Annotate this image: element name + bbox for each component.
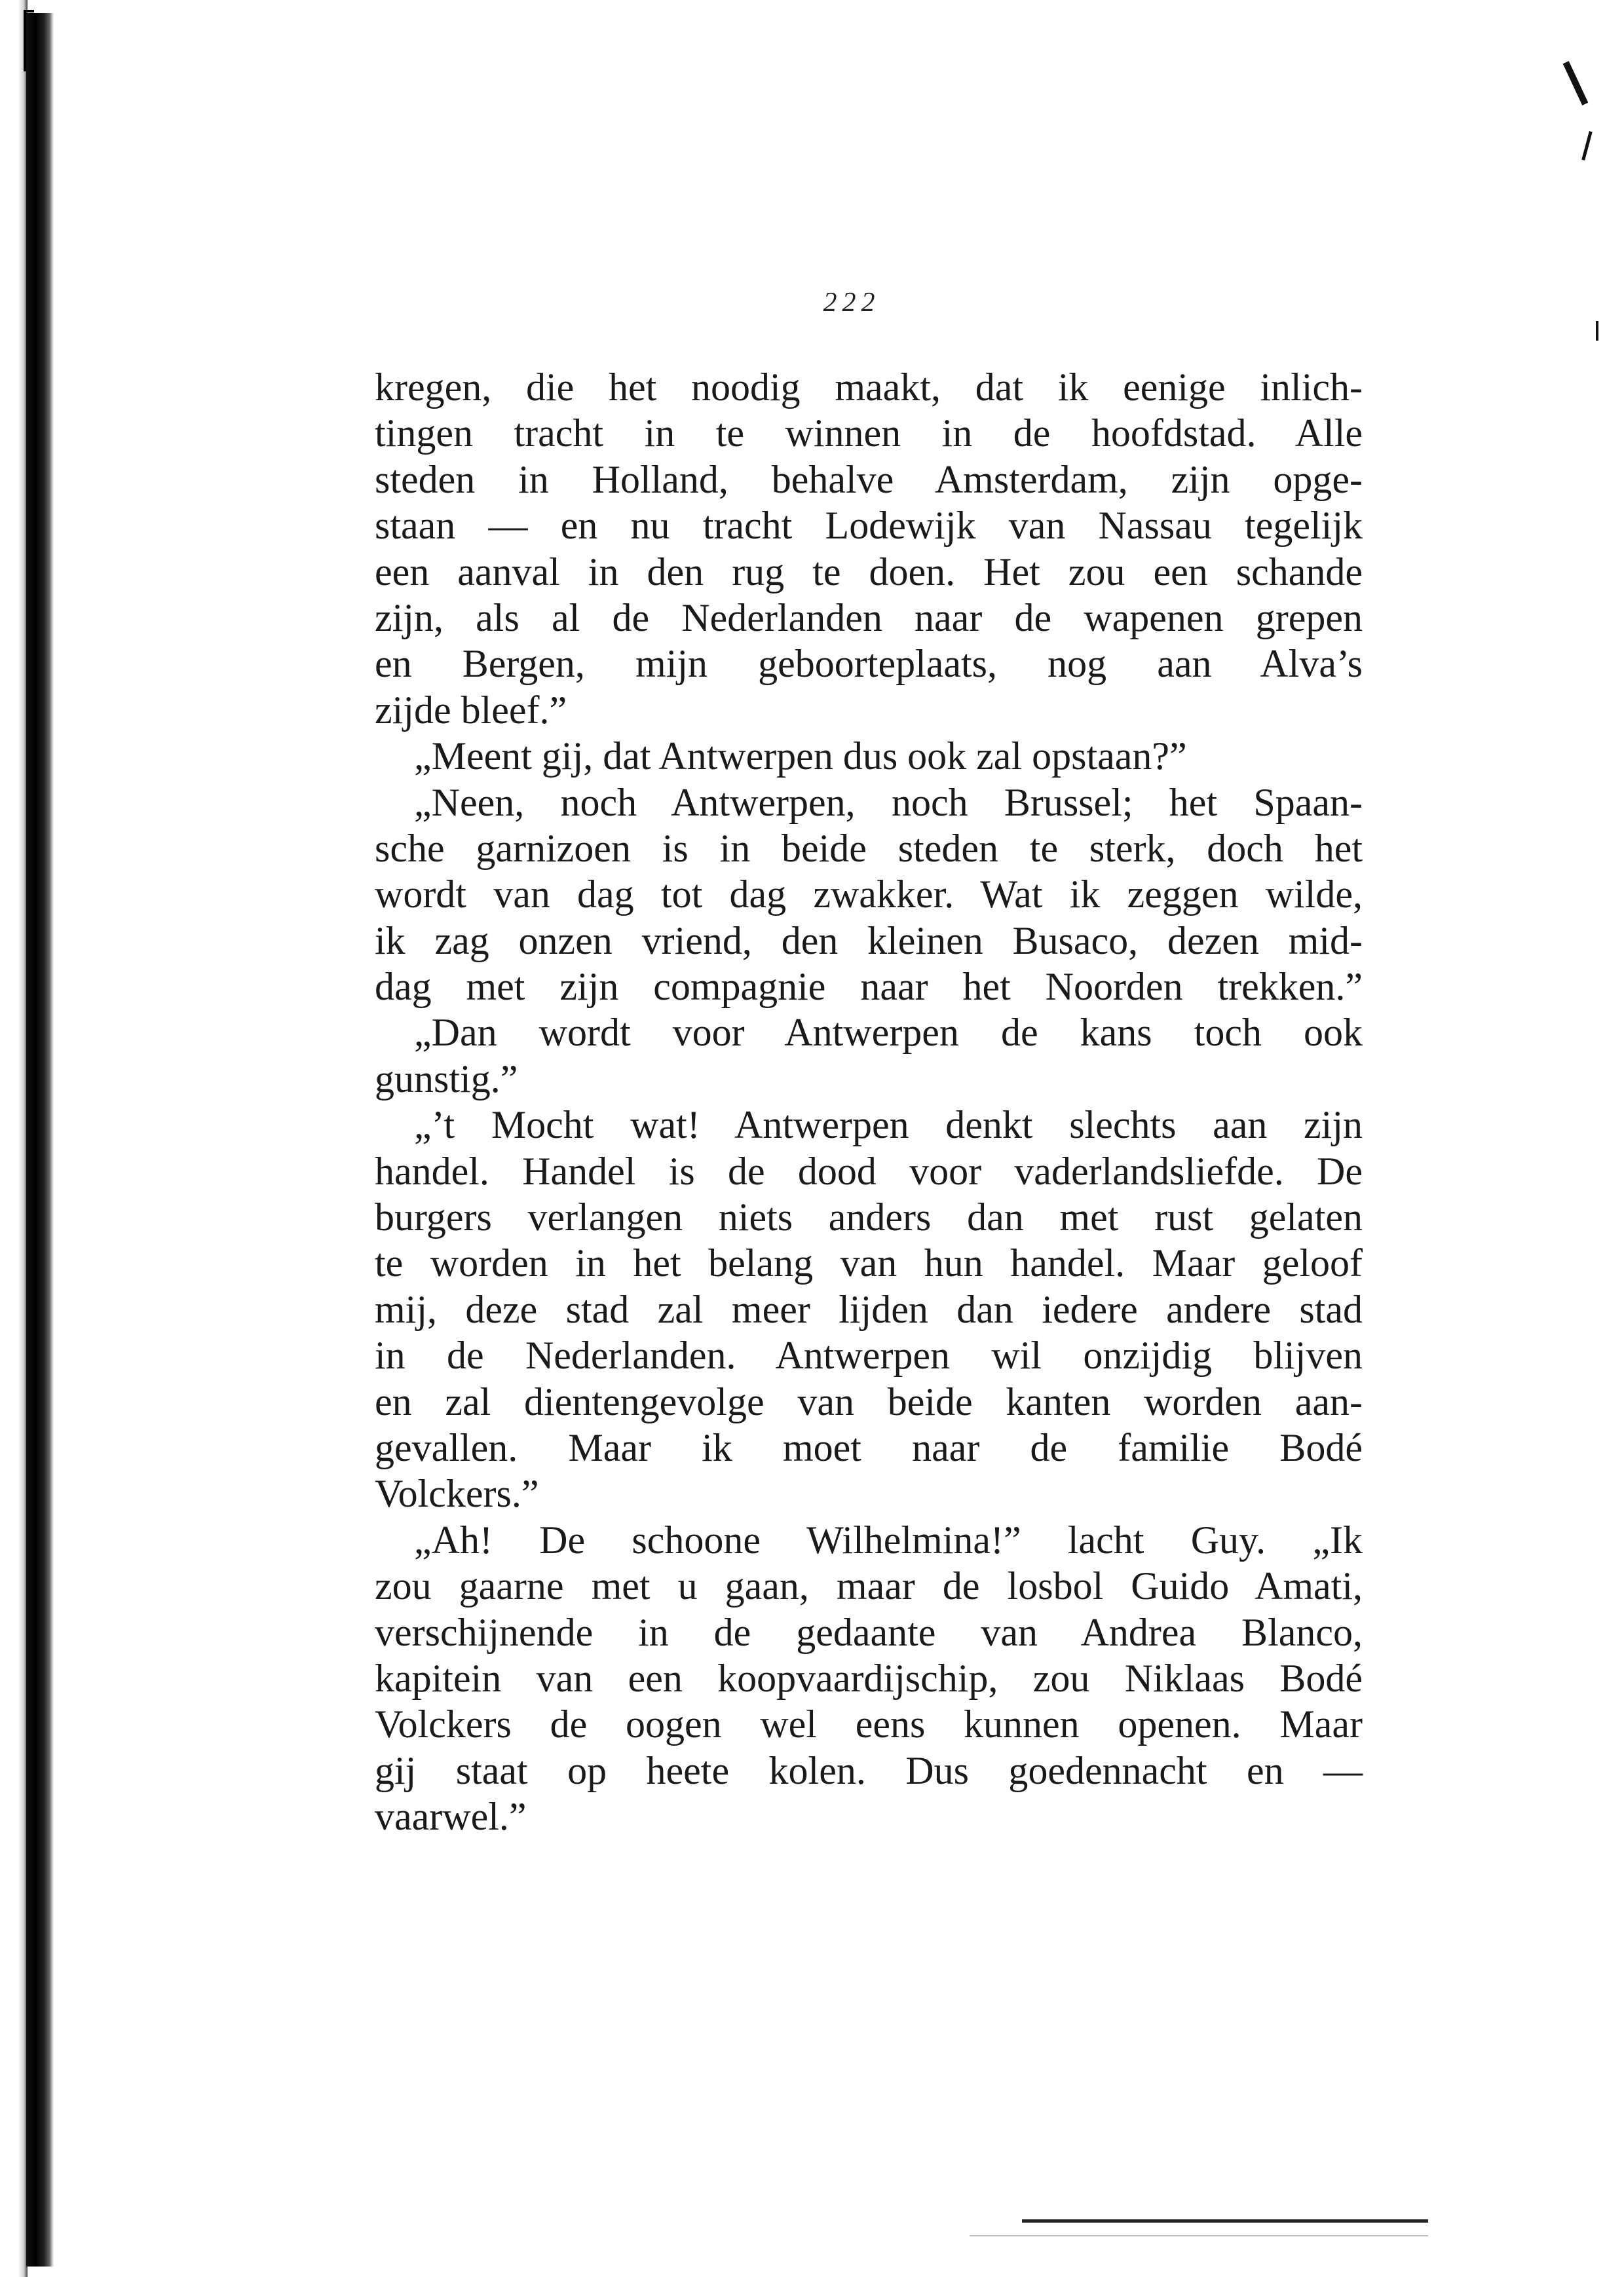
- text-line: sche garnizoen is in beide steden te sterk, doch het: [375, 826, 1363, 870]
- text-line: een aanval in den rug te doen. Het zou een schande: [375, 550, 1363, 593]
- binding-shadow: [26, 13, 54, 2267]
- text-line: gij staat op heete kolen. Dus goedennacht en —: [375, 1748, 1363, 1792]
- bottom-rule-faint: [970, 2235, 1428, 2236]
- text-line: „Neen, noch Antwerpen, noch Brussel; het Spaan-: [414, 780, 1363, 824]
- text-line: zijde bleef.”: [375, 688, 567, 732]
- text-line: dag met zijn compagnie naar het Noorden trekken.”: [375, 965, 1363, 1009]
- binding-notch: [24, 10, 34, 71]
- text-line: steden in Holland, behalve Amsterdam, zijn opge-: [375, 457, 1363, 501]
- body-text: [375, 364, 1363, 1840]
- text-line: „Meent gij, dat Antwerpen dus ook zal opstaan?”: [414, 734, 1187, 778]
- text-line: zijn, als al de Nederlanden naar de wapenen grepen: [375, 595, 1363, 639]
- text-line: kregen, die het noodig maakt, dat ik eenige inlich-: [375, 366, 1363, 409]
- text-line: zou gaarne met u gaan, maar de losbol Guido Amati,: [375, 1564, 1363, 1608]
- scan-mark: [1563, 61, 1589, 105]
- text-line: „’t Mocht wat! Antwerpen denkt slechts aan zijn: [414, 1103, 1363, 1147]
- text-line: verschijnende in de gedaante van Andrea Blanco,: [375, 1610, 1363, 1654]
- text-line: „Ah! De schoone Wilhelmina!” lacht Guy. „Ik: [414, 1518, 1363, 1562]
- text-line: wordt van dag tot dag zwakker. Wat ik zeggen wilde,: [375, 873, 1363, 916]
- text-line: „Dan wordt voor Antwerpen de kans toch ook: [414, 1011, 1363, 1055]
- text-line: kapitein van een koopvaardijschip, zou Niklaas Bodé: [375, 1656, 1363, 1700]
- text-line: vaarwel.”: [375, 1795, 527, 1839]
- text-line: te worden in het belang van hun handel. Maar geloof: [375, 1241, 1363, 1285]
- text-line: handel. Handel is de dood voor vaderlandsliefde. De: [375, 1149, 1363, 1193]
- text-line: mij, deze stad zal meer lijden dan iedere andere stad: [375, 1287, 1363, 1331]
- text-line: en zal dientengevolge van beide kanten worden aan-: [375, 1380, 1363, 1423]
- text-line: Volckers.”: [375, 1472, 539, 1516]
- text-line: gevallen. Maar ik moet naar de familie Bodé: [375, 1425, 1363, 1469]
- text-line: staan — en nu tracht Lodewijk van Nassau tegelijk: [375, 504, 1363, 548]
- scan-mark: [1581, 131, 1592, 160]
- text-line: burgers verlangen niets anders dan met rust gelaten: [375, 1195, 1363, 1239]
- text-line: Volckers de oogen wel eens kunnen openen. Maar: [375, 1703, 1363, 1746]
- text-line: in de Nederlanden. Antwerpen wil onzijdig blijven: [375, 1334, 1363, 1378]
- scan-mark: [1596, 321, 1598, 341]
- text-line: tingen tracht in te winnen in de hoofdstad. Alle: [375, 411, 1363, 455]
- page-number: 222: [823, 288, 880, 318]
- bottom-rule: [1022, 2219, 1428, 2223]
- text-line: ik zag onzen vriend, den kleinen Busaco, dezen mid-: [375, 918, 1363, 962]
- text-line: en Bergen, mijn geboorteplaats, nog aan Alva’s: [375, 642, 1363, 686]
- text-line: gunstig.”: [375, 1057, 518, 1101]
